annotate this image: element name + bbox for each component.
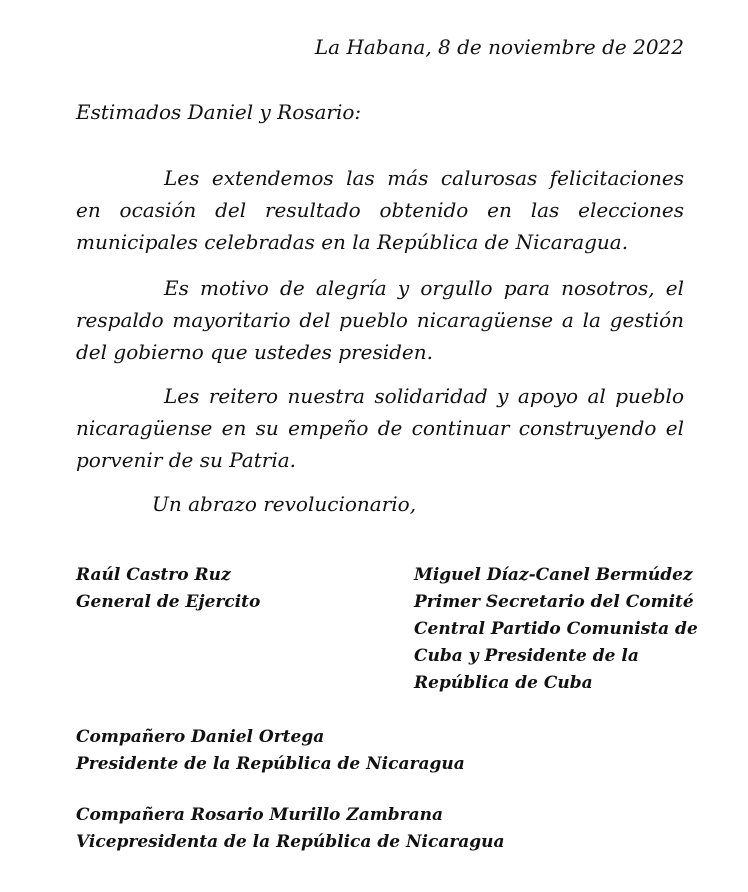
addressee-1: [76, 724, 465, 778]
signatory-left-title: General de Ejercito: [76, 592, 261, 612]
signatory-right-name: Miguel Díaz-Canel Bermúdez: [414, 565, 693, 585]
body-paragraph-3: Les reitero nuestra solidaridad y apoyo al pueblo nicaragüense en su empeño de continuar construyendo el porvenir de su Patria.: [76, 384, 684, 472]
signatory-left-name: Raúl Castro Ruz: [76, 565, 231, 585]
body-paragraph-1: Les extendemos las más calurosas felicitaciones en ocasión del resultado obtenido en las elecciones municipales celebradas en la República de Nicaragua.: [76, 166, 684, 254]
addressee-2-name: Compañera Rosario Murillo Zambrana: [76, 805, 443, 825]
signatory-right-title-line-1: Primer Secretario del Comité: [414, 592, 694, 612]
addressee-1-title: Presidente de la República de Nicaragua: [76, 754, 465, 774]
signatory-left: [76, 562, 260, 616]
signatory-right-title-line-3: Cuba y Presidente de la: [414, 646, 639, 666]
signatory-right: [414, 562, 698, 697]
salutation: Estimados Daniel y Rosario:: [76, 100, 362, 124]
addressee-1-name: Compañero Daniel Ortega: [76, 727, 325, 747]
signatory-right-title-line-2: Central Partido Comunista de: [414, 619, 698, 639]
signatory-right-title-line-4: República de Cuba: [414, 673, 593, 693]
addressee-2-title: Vicepresidenta de la República de Nicaragua: [76, 832, 505, 852]
closing-line: Un abrazo revolucionario,: [152, 492, 417, 516]
letter-date: La Habana, 8 de noviembre de 2022: [314, 35, 684, 59]
body-paragraph-2: Es motivo de alegría y orgullo para nosotros, el respaldo mayoritario del pueblo nicaragüense a la gestión del gobierno que ustedes presiden.: [76, 276, 684, 364]
addressee-2: [76, 802, 505, 856]
